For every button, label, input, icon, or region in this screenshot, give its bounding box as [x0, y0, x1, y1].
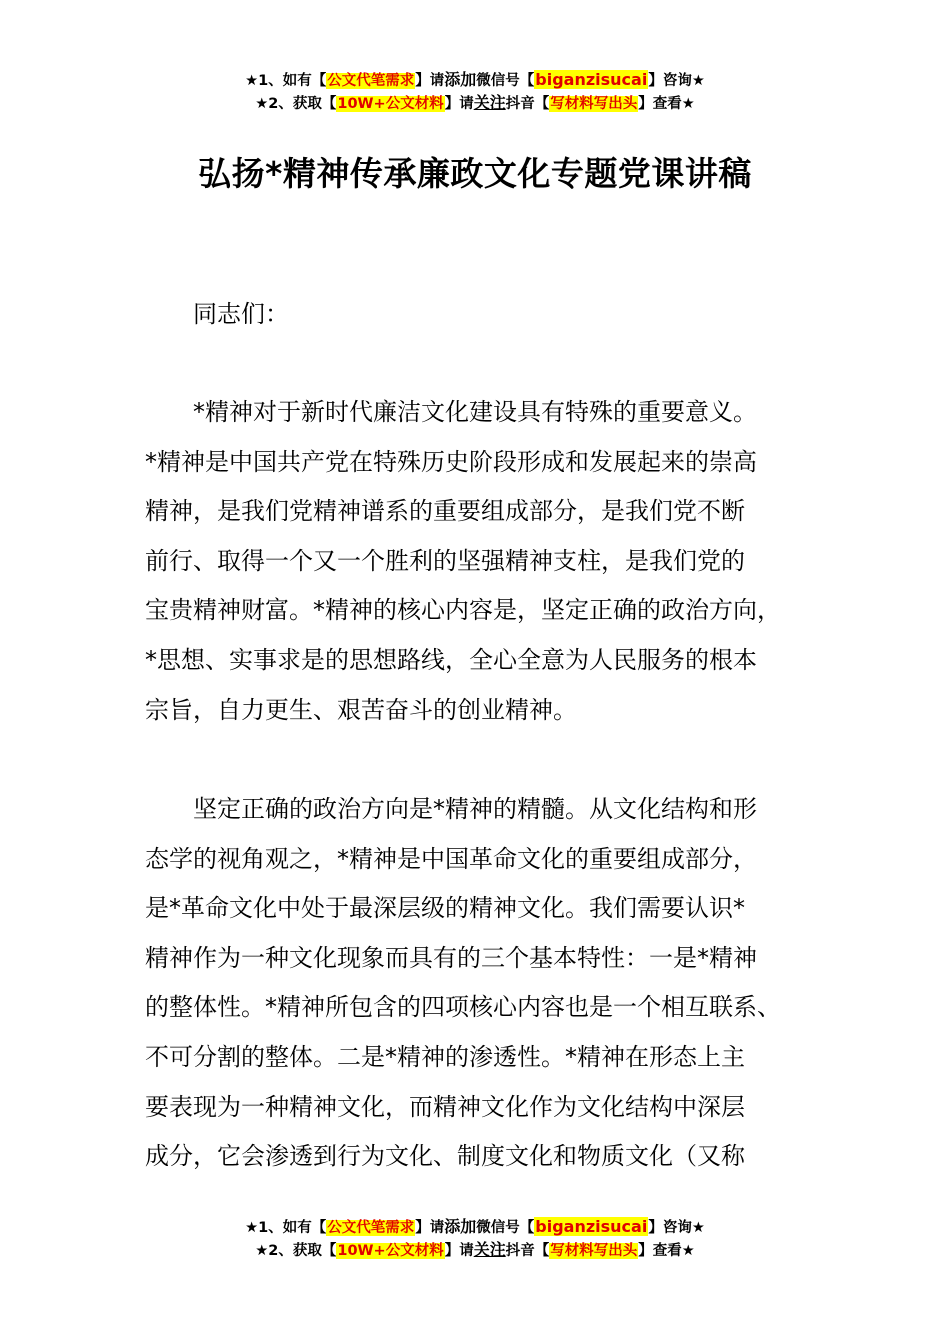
- banner-line-2-prefix: ★2、获取【: [255, 1243, 337, 1259]
- wechat-id-highlight: biganzisucai: [535, 70, 648, 89]
- paragraph-line: 精神作为一种文化现象而具有的三个基本特性：一是*精神: [145, 943, 757, 972]
- banner-line-2-suffix: 】查看★: [638, 96, 695, 112]
- banner-line-1-mid2: 微信号【: [476, 73, 535, 89]
- paragraph-line: 态学的视角观之，*精神是中国革命文化的重要组成部分，: [145, 844, 757, 873]
- paragraph-line: 的整体性。*精神所包含的四项核心内容也是一个相互联系、: [145, 993, 781, 1022]
- banner-line-1-emphasis: 添加: [444, 1217, 477, 1236]
- paragraph-line: 要表现为一种精神文化，而精神文化作为文化结构中深层: [145, 1092, 745, 1121]
- banner-line-2-emphasis: 关注: [473, 93, 506, 112]
- paragraph-line: *精神对于新时代廉洁文化建设具有特殊的重要意义。: [193, 398, 757, 426]
- banner-line-1-mid2: 微信号【: [476, 1220, 535, 1236]
- banner-line-1-emphasis: 添加: [444, 70, 477, 89]
- banner-line-2-prefix: ★2、获取【: [255, 96, 337, 112]
- salutation-block: [145, 290, 825, 340]
- paragraph-line: 精神，是我们党精神谱系的重要组成部分，是我们党不断: [145, 497, 745, 526]
- douyin-id-highlight: 写材料写出头: [550, 96, 638, 112]
- document-title: 弘扬*精神传承廉政文化专题党课讲稿: [198, 154, 752, 193]
- banner-line-1-mid1: 】请: [415, 73, 445, 89]
- banner-line-1: [0, 69, 950, 92]
- banner-line-2-mid1: 】请: [444, 96, 474, 112]
- banner-line-2: [0, 92, 950, 115]
- banner-line-2-mid2: 抖音【: [505, 96, 550, 112]
- paragraph-line: 宗旨，自力更生、艰苦奋斗的创业精神。: [145, 695, 577, 724]
- banner-line-1-suffix: 】咨询★: [648, 1220, 705, 1236]
- paragraph-line: 是*革命文化中处于最深层级的精神文化。我们需要认识*: [145, 894, 745, 923]
- footer-banner: [0, 1216, 950, 1262]
- banner-line-1-suffix: 】咨询★: [648, 73, 705, 89]
- banner-line-2-suffix: 】查看★: [638, 1243, 695, 1259]
- paragraph-line: *思想、实事求是的思想路线，全心全意为人民服务的根本: [145, 645, 757, 674]
- materials-highlight: 10W+公文材料: [337, 96, 444, 112]
- banner-line-1-prefix: ★1、如有【: [245, 73, 327, 89]
- banner-line-1-mid1: 】请: [415, 1220, 445, 1236]
- ghostwriting-highlight: 公文代笔需求: [327, 1220, 415, 1236]
- paragraph-1: [145, 388, 825, 735]
- banner-line-2-mid2: 抖音【: [505, 1243, 550, 1259]
- paragraph-line: 坚定正确的政治方向是*精神的精髓。从文化结构和形: [193, 795, 757, 823]
- banner-line-2-mid1: 】请: [444, 1243, 474, 1259]
- wechat-id-highlight: biganzisucai: [535, 1217, 648, 1236]
- paragraph-2: [145, 785, 825, 1182]
- ghostwriting-highlight: 公文代笔需求: [327, 73, 415, 89]
- header-banner: [0, 69, 950, 115]
- douyin-id-highlight: 写材料写出头: [550, 1243, 638, 1259]
- salutation: 同志们：: [193, 300, 289, 328]
- banner-line-2-emphasis: 关注: [473, 1240, 506, 1259]
- paragraph-line: *精神是中国共产党在特殊历史阶段形成和发展起来的崇高: [145, 447, 757, 476]
- paragraph-line: 宝贵精神财富。*精神的核心内容是，坚定正确的政治方向，: [145, 596, 781, 625]
- banner-line-1-prefix: ★1、如有【: [245, 1220, 327, 1236]
- banner-line-1: [0, 1216, 950, 1239]
- paragraph-line: 前行、取得一个又一个胜利的坚强精神支柱，是我们党的: [145, 546, 745, 575]
- paragraph-line: 成分，它会渗透到行为文化、制度文化和物质文化（又称: [145, 1142, 745, 1171]
- materials-highlight: 10W+公文材料: [337, 1243, 444, 1259]
- paragraph-line: 不可分割的整体。二是*精神的渗透性。*精神在形态上主: [145, 1042, 745, 1071]
- banner-line-2: [0, 1239, 950, 1262]
